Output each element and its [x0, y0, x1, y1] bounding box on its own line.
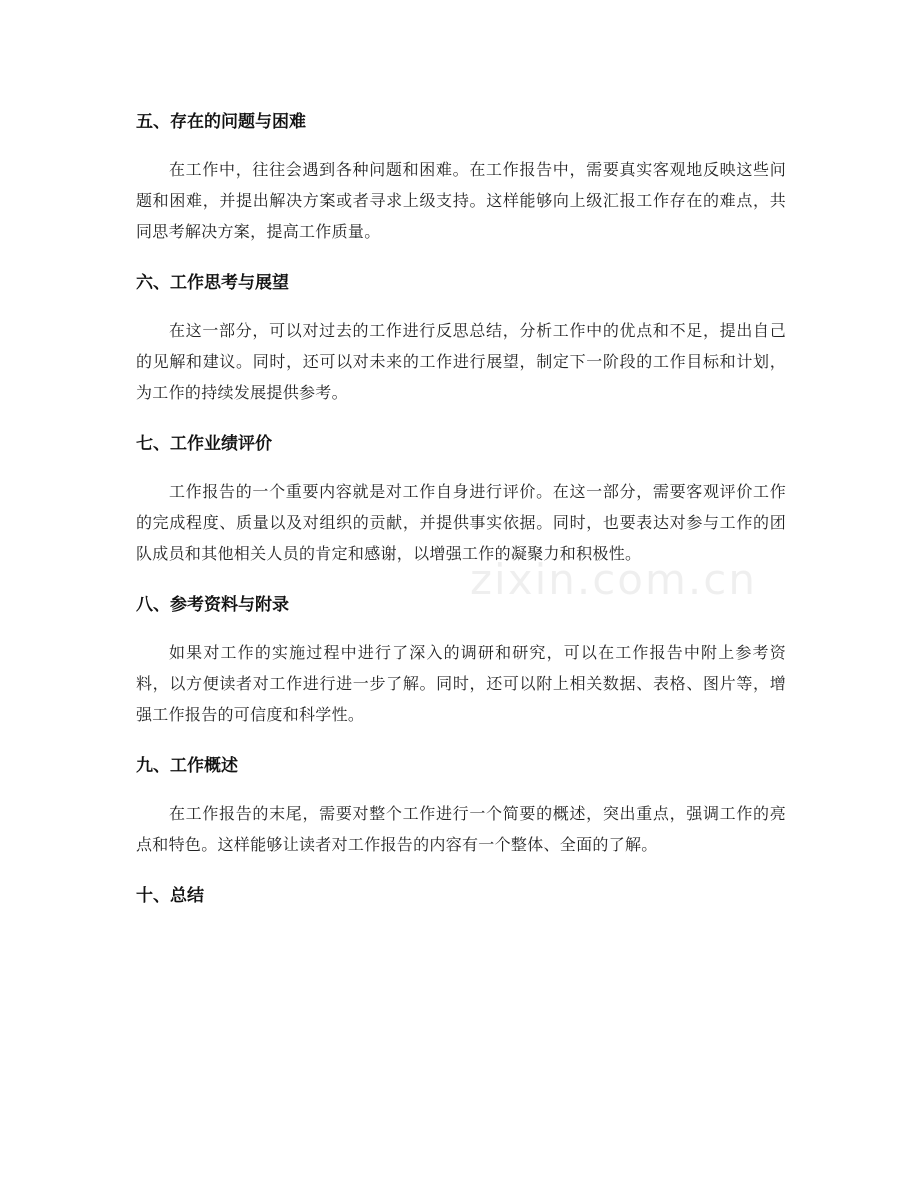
section-title: 九、工作概述 — [136, 756, 238, 776]
document-page — [136, 108, 786, 928]
section-title: 八、参考资料与附录 — [136, 595, 289, 615]
section-9 — [136, 752, 786, 860]
section-paragraph: 如果对工作的实施过程中进行了深入的调研和研究，可以在工作报告中附上参考资料，以方便读者对工作进行进一步了解。同时，还可以附上相关数据、表格、图片等，增强工作报告的可信度和科学性。 — [136, 643, 786, 724]
section-8 — [136, 591, 786, 730]
section-paragraph: 在这一部分，可以对过去的工作进行反思总结，分析工作中的优点和不足，提出自己的见解和建议。同时，还可以对未来的工作进行展望，制定下一阶段的工作目标和计划，为工作的持续发展提供参考。 — [136, 321, 786, 402]
section-title: 七、工作业绩评价 — [136, 434, 272, 454]
section-6 — [136, 269, 786, 408]
section-title: 五、存在的问题与困难 — [136, 112, 306, 132]
section-7 — [136, 430, 786, 569]
section-paragraph: 在工作中，往往会遇到各种问题和困难。在工作报告中，需要真实客观地反映这些问题和困难，并提出解决方案或者寻求上级支持。这样能够向上级汇报工作存在的难点，共同思考解决方案，提高工作质量。 — [136, 160, 786, 241]
section-paragraph: 工作报告的一个重要内容就是对工作自身进行评价。在这一部分，需要客观评价工作的完成程度、质量以及对组织的贡献，并提供事实依据。同时，也要表达对参与工作的团队成员和其他相关人员的肯定和感谢，以增强工作的凝聚力和积极性。 — [136, 482, 786, 563]
section-10 — [136, 882, 786, 910]
watermark: zixin.com.cn — [470, 555, 757, 604]
section-title: 十、总结 — [136, 886, 204, 906]
section-paragraph: 在工作报告的末尾，需要对整个工作进行一个简要的概述，突出重点，强调工作的亮点和特色。这样能够让读者对工作报告的内容有一个整体、全面的了解。 — [136, 804, 786, 854]
section-5 — [136, 108, 786, 247]
section-title: 六、工作思考与展望 — [136, 273, 289, 293]
